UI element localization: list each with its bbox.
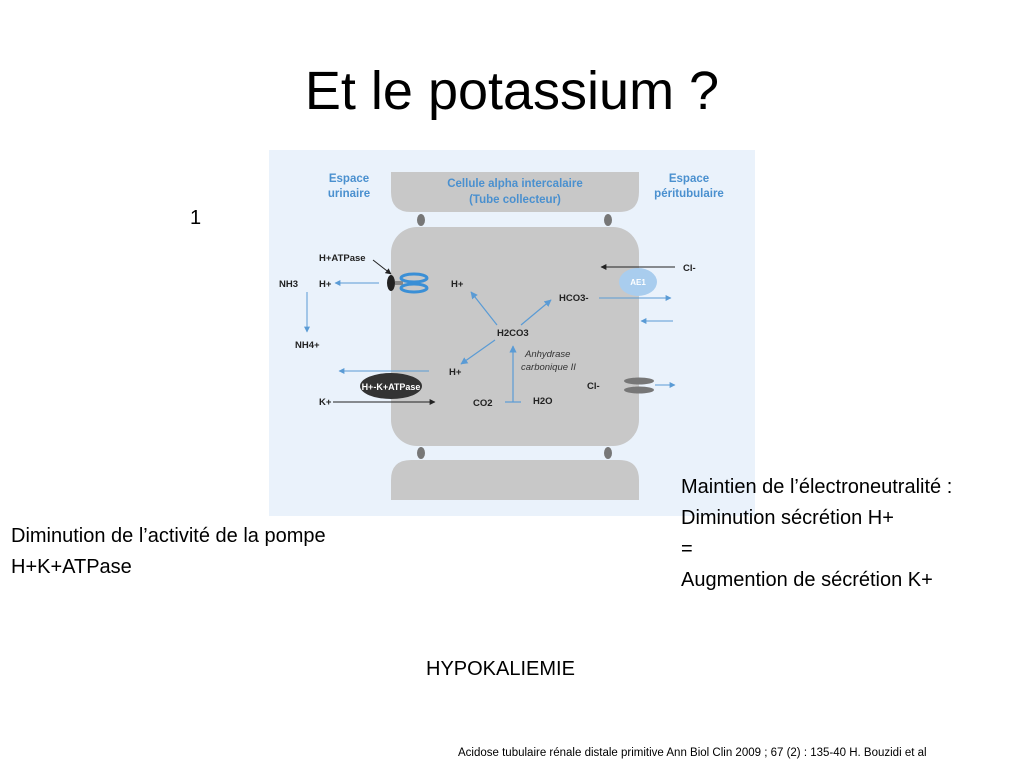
- k-plus-label: K+: [319, 397, 332, 408]
- nh3-label: NH3: [279, 279, 299, 290]
- hco3-label: HCO3-: [559, 293, 589, 304]
- right-note-line-1: Maintien de l’électroneutralité :: [681, 476, 953, 498]
- junction-dot: [604, 447, 612, 459]
- slide-title: Et le potassium ?: [304, 61, 720, 121]
- left-space-label-2: urinaire: [327, 188, 371, 200]
- junction-dot: [604, 214, 612, 226]
- marker-number: 1: [190, 207, 202, 229]
- cell-title-1: Cellule alpha intercalaire: [447, 178, 583, 190]
- junction-dot: [417, 214, 425, 226]
- cl-minus-bottom-label: Cl-: [587, 381, 600, 392]
- left-space-label-1: Espace: [328, 173, 370, 185]
- right-space-label-2: péritubulaire: [654, 188, 724, 200]
- h-plus-urine-label: H+: [319, 279, 332, 290]
- h-plus-cell-label-1: H+: [451, 279, 464, 290]
- h-plus-cell-label-2: H+: [449, 367, 462, 378]
- left-note: [11, 521, 326, 583]
- right-note-line-2: Diminution sécrétion H+: [681, 507, 894, 529]
- lower-cell: [391, 460, 639, 500]
- h-atpase-anchor-icon: [387, 275, 395, 291]
- co2-label: CO2: [473, 398, 493, 409]
- cl-minus-top-label: Cl-: [683, 263, 696, 274]
- alpha-intercalated-cell-diagram: [269, 150, 755, 516]
- h-atpase-label: H+ATPase: [319, 253, 366, 264]
- cell-title-2: (Tube collecteur): [469, 194, 561, 206]
- reference-citation: Acidose tubulaire rénale distale primitive Ann Biol Clin 2009 ; 67 (2) : 135-40 H. Bouzidi et al: [458, 747, 927, 759]
- h2co3-label: H2CO3: [497, 328, 529, 339]
- hk-atpase-label: H+-K+ATPase: [361, 382, 421, 392]
- right-note-line-3: =: [681, 538, 693, 560]
- left-note-line-1: Diminution de l’activité de la pompe: [11, 525, 326, 547]
- junction-dot: [417, 447, 425, 459]
- right-space-label-1: Espace: [668, 173, 710, 185]
- cl-channel-icon: [624, 378, 654, 385]
- left-note-line-2: H+K+ATPase: [11, 556, 132, 578]
- enzyme-label-1: Anhydrase: [525, 349, 571, 360]
- enzyme-label-2: carbonique II: [521, 362, 576, 373]
- cl-channel-icon: [624, 387, 654, 394]
- right-note-line-4: Augmention de sécrétion K+: [681, 569, 933, 591]
- right-note: [681, 472, 952, 596]
- conclusion-label: HYPOKALIEMIE: [426, 658, 575, 680]
- nh4-label: NH4+: [295, 340, 320, 351]
- h2o-label: H2O: [533, 396, 553, 407]
- ae1-label: AE1: [630, 278, 646, 287]
